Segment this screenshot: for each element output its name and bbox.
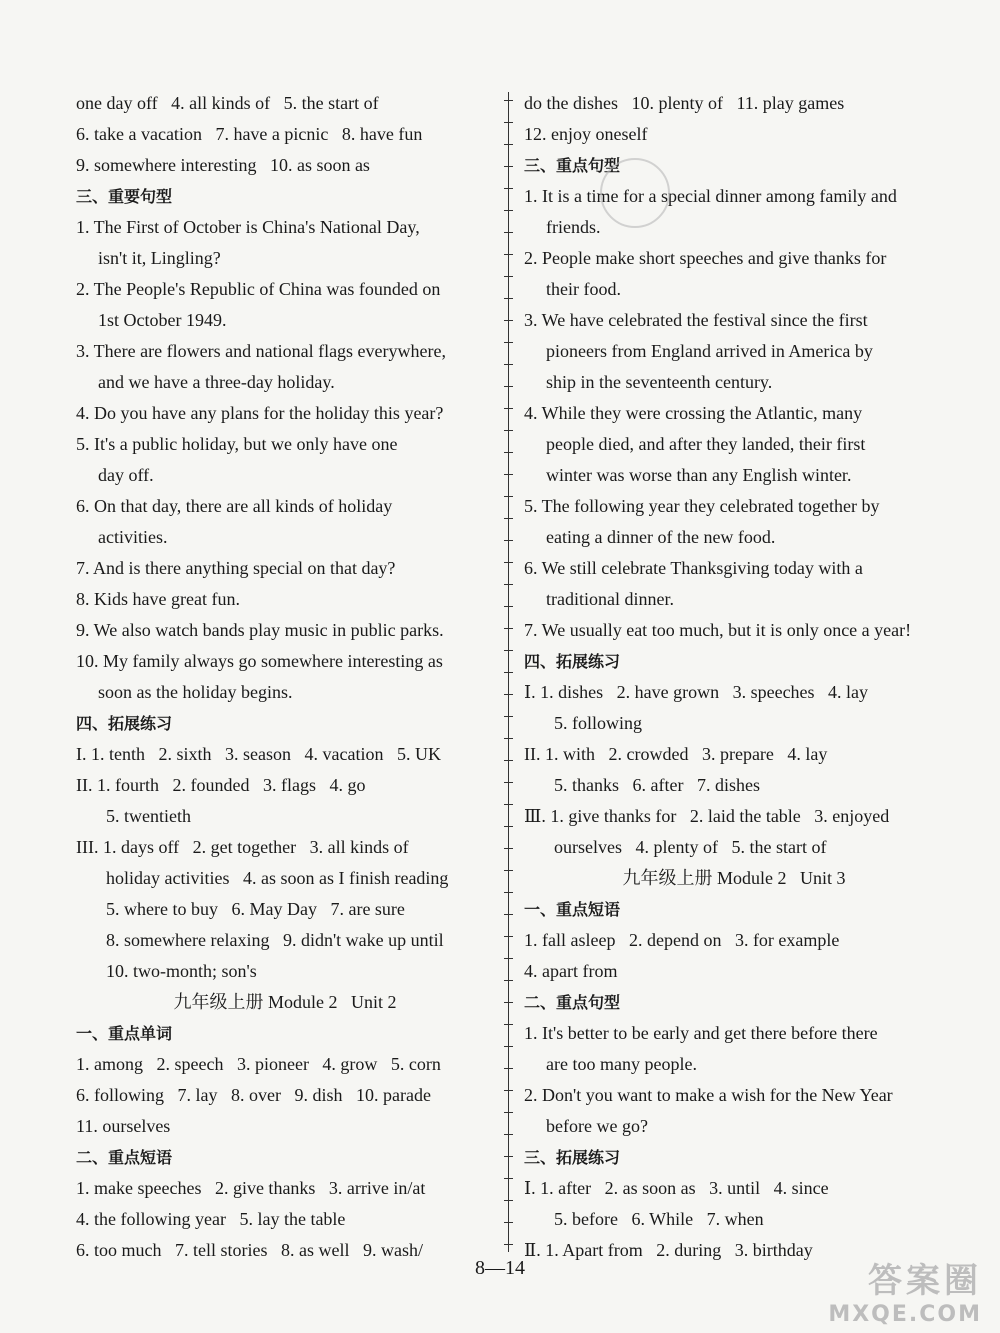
answer-line: II. 1. with 2. crowded 3. prepare 4. lay xyxy=(524,744,828,764)
divider-tick xyxy=(504,958,513,959)
divider-tick xyxy=(504,496,513,497)
answer-line: friends. xyxy=(546,217,601,237)
divider-tick xyxy=(504,584,513,585)
divider-tick xyxy=(504,210,513,211)
divider-tick xyxy=(504,1068,513,1069)
answer-line: 4. While they were crossing the Atlantic, many xyxy=(524,403,863,423)
divider-tick xyxy=(504,936,513,937)
watermark-logo-text: 答案圈 xyxy=(868,1261,982,1301)
answer-line: Ⅰ. 1. after 2. as soon as 3. until 4. since xyxy=(524,1178,829,1198)
divider-tick xyxy=(504,100,513,101)
divider-tick xyxy=(504,628,513,629)
divider-tick xyxy=(504,1046,513,1047)
answer-line: Ⅲ. 1. give thanks for 2. laid the table 3. enjoyed xyxy=(524,806,890,826)
answer-line: activities. xyxy=(98,527,168,547)
answer-line: 6. following 7. lay 8. over 9. dish 10. parade xyxy=(76,1085,431,1105)
divider-tick xyxy=(504,1112,513,1113)
answer-line: 9. We also watch bands play music in public parks. xyxy=(76,620,444,640)
answer-line: 2. Don't you want to make a wish for the New Year xyxy=(524,1085,893,1105)
answer-line: 8. Kids have great fun. xyxy=(76,589,240,609)
answer-line: 11. ourselves xyxy=(76,1116,171,1136)
answer-line: 3. There are flowers and national flags everywhere, xyxy=(76,341,447,361)
answer-line: their food. xyxy=(546,279,621,299)
divider-tick xyxy=(504,848,513,849)
divider-tick xyxy=(504,782,513,783)
answer-line: 5. before 6. While 7. when xyxy=(554,1209,764,1229)
divider-tick xyxy=(504,804,513,805)
section-heading: 三、拓展练习 xyxy=(524,1148,621,1167)
answer-line: 7. And is there anything special on that day? xyxy=(76,558,396,578)
section-heading: 三、重点句型 xyxy=(524,156,621,175)
divider-tick xyxy=(504,386,513,387)
answer-line: II. 1. fourth 2. founded 3. flags 4. go xyxy=(76,775,366,795)
section-heading: 三、重要句型 xyxy=(76,187,173,206)
answer-line: 1. It is a time for a special dinner among family and xyxy=(524,186,897,206)
divider-tick xyxy=(504,122,513,123)
page-number: 8—14 xyxy=(475,1257,525,1279)
answer-line: 1. among 2. speech 3. pioneer 4. grow 5. corn xyxy=(76,1054,441,1074)
answer-line: Ⅰ. 1. dishes 2. have grown 3. speeches 4. lay xyxy=(524,682,869,702)
divider-tick xyxy=(504,1024,513,1025)
answer-line: people died, and after they landed, their first xyxy=(546,434,866,454)
answer-line: 10. two-month; son's xyxy=(106,961,257,981)
unit-title: 九年级上册 Module 2 Unit 2 xyxy=(173,992,397,1012)
answer-line: 6. take a vacation 7. have a picnic 8. have fun xyxy=(76,124,423,144)
section-heading: 二、重点句型 xyxy=(524,993,621,1012)
divider-tick xyxy=(504,892,513,893)
divider-tick xyxy=(504,738,513,739)
left-column xyxy=(76,88,494,1266)
answer-line: 4. the following year 5. lay the table xyxy=(76,1209,346,1229)
divider-tick xyxy=(504,430,513,431)
answer-line: eating a dinner of the new food. xyxy=(546,527,776,547)
answer-line: 1. make speeches 2. give thanks 3. arrive in/at xyxy=(76,1178,426,1198)
answer-line: pioneers from England arrived in America by xyxy=(546,341,873,361)
answer-line: and we have a three-day holiday. xyxy=(98,372,335,392)
answer-line: one day off 4. all kinds of 5. the start of xyxy=(76,93,379,113)
answer-line: 4. Do you have any plans for the holiday this year? xyxy=(76,403,444,423)
answer-line: day off. xyxy=(98,465,154,485)
answer-line: 6. We still celebrate Thanksgiving today with a xyxy=(524,558,863,578)
answer-line: 1st October 1949. xyxy=(98,310,227,330)
answer-line: Ⅱ. 1. Apart from 2. during 3. birthday xyxy=(524,1240,813,1260)
answer-line: III. 1. days off 2. get together 3. all kinds of xyxy=(76,837,409,857)
divider-tick xyxy=(504,1090,513,1091)
answer-line: holiday activities 4. as soon as I finish reading xyxy=(106,868,449,888)
section-heading: 一、重点单词 xyxy=(76,1024,173,1043)
answer-line: isn't it, Lingling? xyxy=(98,248,221,268)
divider-tick xyxy=(504,232,513,233)
answer-line: 8. somewhere relaxing 9. didn't wake up until xyxy=(106,930,444,950)
divider-tick xyxy=(504,540,513,541)
divider-tick xyxy=(504,562,513,563)
answer-line: 5. where to buy 6. May Day 7. are sure xyxy=(106,899,405,919)
divider-tick xyxy=(504,826,513,827)
answer-line: 4. apart from xyxy=(524,961,618,981)
divider-tick xyxy=(504,276,513,277)
divider-tick xyxy=(504,760,513,761)
answer-line: 6. On that day, there are all kinds of holiday xyxy=(76,496,393,516)
divider-tick xyxy=(504,1178,513,1179)
unit-title: 九年级上册 Module 2 Unit 3 xyxy=(622,868,846,888)
divider-tick xyxy=(504,694,513,695)
divider-tick xyxy=(504,342,513,343)
divider-tick xyxy=(504,980,513,981)
answer-line: 6. too much 7. tell stories 8. as well 9. wash/ xyxy=(76,1240,423,1260)
answer-line: I. 1. tenth 2. sixth 3. season 4. vacation 5. UK xyxy=(76,744,441,764)
answer-line: are too many people. xyxy=(546,1054,697,1074)
divider-tick xyxy=(504,914,513,915)
answer-line: 2. People make short speeches and give thanks for xyxy=(524,248,887,268)
answer-line: before we go? xyxy=(546,1116,648,1136)
divider-tick xyxy=(504,254,513,255)
answer-line: traditional dinner. xyxy=(546,589,674,609)
answer-line: soon as the holiday begins. xyxy=(98,682,293,702)
answer-line: 1. It's better to be early and get there before there xyxy=(524,1023,878,1043)
stamp-icon xyxy=(600,158,670,228)
divider-tick xyxy=(504,606,513,607)
answer-line: ship in the seventeenth century. xyxy=(546,372,773,392)
divider-tick xyxy=(504,452,513,453)
answer-line: 10. My family always go somewhere interesting as xyxy=(76,651,443,671)
divider-tick xyxy=(504,1156,513,1157)
right-column xyxy=(524,88,944,1266)
divider-tick xyxy=(504,650,513,651)
answer-line: ourselves 4. plenty of 5. the start of xyxy=(554,837,827,857)
answer-line: winter was worse than any English winter. xyxy=(546,465,852,485)
answer-line: 5. twentieth xyxy=(106,806,191,826)
answer-line: 5. following xyxy=(554,713,642,733)
divider-tick xyxy=(504,1244,513,1245)
divider-tick xyxy=(504,188,513,189)
answer-line: 5. The following year they celebrated together by xyxy=(524,496,880,516)
answer-line: 5. It's a public holiday, but we only have one xyxy=(76,434,398,454)
divider-tick xyxy=(504,1222,513,1223)
divider-tick xyxy=(504,144,513,145)
answer-line: 7. We usually eat too much, but it is only once a year! xyxy=(524,620,912,640)
divider-tick xyxy=(504,672,513,673)
divider-tick xyxy=(504,408,513,409)
answer-line: 2. The People's Republic of China was founded on xyxy=(76,279,441,299)
answer-line: 12. enjoy oneself xyxy=(524,124,648,144)
divider-tick xyxy=(504,1002,513,1003)
divider-tick xyxy=(504,364,513,365)
section-heading: 二、重点短语 xyxy=(76,1148,173,1167)
answer-line: 9. somewhere interesting 10. as soon as xyxy=(76,155,370,175)
answer-line: do the dishes 10. plenty of 11. play games xyxy=(524,93,845,113)
divider-tick xyxy=(504,320,513,321)
divider-tick xyxy=(504,716,513,717)
section-heading: 一、重点短语 xyxy=(524,900,621,919)
watermark-url: MXQE.COM xyxy=(828,1302,982,1327)
divider-tick xyxy=(504,1134,513,1135)
divider-tick xyxy=(504,518,513,519)
divider-tick xyxy=(504,298,513,299)
answer-line: 1. The First of October is China's National Day, xyxy=(76,217,420,237)
watermark xyxy=(828,1253,982,1327)
answer-line: 1. fall asleep 2. depend on 3. for example xyxy=(524,930,840,950)
answer-line: 3. We have celebrated the festival since the first xyxy=(524,310,868,330)
section-heading: 四、拓展练习 xyxy=(76,714,173,733)
divider-tick xyxy=(504,474,513,475)
answer-line: 5. thanks 6. after 7. dishes xyxy=(554,775,760,795)
divider-tick xyxy=(504,166,513,167)
divider-tick xyxy=(504,870,513,871)
divider-tick xyxy=(504,1200,513,1201)
section-heading: 四、拓展练习 xyxy=(524,652,621,671)
